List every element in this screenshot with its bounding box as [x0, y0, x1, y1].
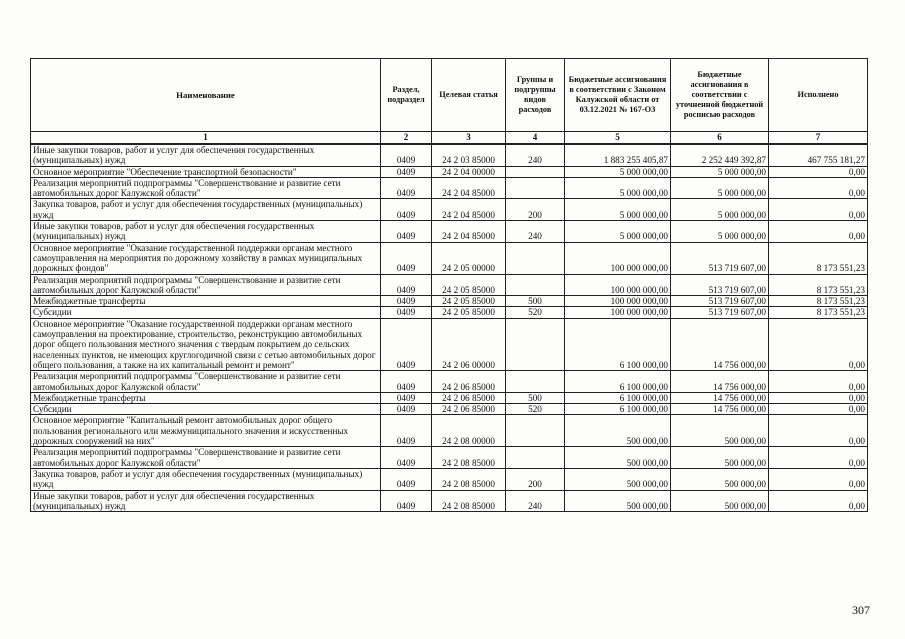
row-section-cell: 0409: [381, 404, 432, 415]
row-executed-amount-cell: 0,00: [769, 177, 868, 199]
row-schedule-amount-cell: 5 000 000,00: [671, 177, 769, 199]
row-executed-amount-cell: 467 755 181,27: [769, 144, 868, 166]
row-group-cell: [506, 166, 565, 177]
row-schedule-amount-cell: 5 000 000,00: [671, 166, 769, 177]
column-number: 3: [432, 132, 506, 145]
row-target-cell: 24 2 08 00000: [432, 415, 506, 447]
header-target-article: Целевая статья: [432, 59, 506, 132]
row-executed-amount-cell: 0,00: [769, 468, 868, 490]
row-group-cell: [506, 318, 565, 370]
table-row: [31, 490, 868, 512]
row-section-cell: 0409: [381, 166, 432, 177]
row-law-amount-cell: 6 100 000,00: [565, 318, 671, 370]
column-number: 4: [506, 132, 565, 145]
header-law-allocations: Бюджетные ассигнования в соответствии с Законом Калужской области от 03.12.2021 № 167-ОЗ: [565, 59, 671, 132]
row-schedule-amount-cell: 513 719 607,00: [671, 274, 769, 296]
row-name-cell: Субсидии: [31, 307, 381, 318]
row-law-amount-cell: 6 100 000,00: [565, 404, 671, 415]
row-law-amount-cell: 6 100 000,00: [565, 371, 671, 393]
row-section-cell: 0409: [381, 392, 432, 403]
row-target-cell: 24 2 04 85000: [432, 177, 506, 199]
row-group-cell: 500: [506, 296, 565, 307]
row-schedule-amount-cell: 2 252 449 392,87: [671, 144, 769, 166]
row-section-cell: 0409: [381, 274, 432, 296]
row-schedule-amount-cell: 513 719 607,00: [671, 307, 769, 318]
table-row: [31, 318, 868, 370]
row-name-cell: Реализация мероприятий подпрограммы "Совершенствование и развитие сети автомобильных дорог Калужской области": [31, 177, 381, 199]
column-number: 2: [381, 132, 432, 145]
row-schedule-amount-cell: 500 000,00: [671, 447, 769, 469]
row-name-cell: Основное мероприятие "Обеспечение транспортной безопасности": [31, 166, 381, 177]
row-schedule-amount-cell: 500 000,00: [671, 415, 769, 447]
budget-table: [30, 58, 868, 512]
column-number: 6: [671, 132, 769, 145]
row-schedule-amount-cell: 5 000 000,00: [671, 199, 769, 221]
row-target-cell: 24 2 06 00000: [432, 318, 506, 370]
row-name-cell: Основное мероприятие "Оказание государственной поддержки органам местного самоуправления на мероприятия по дорожному хозяйству в рамках муниципальных дорожных фондов": [31, 242, 381, 274]
row-group-cell: 200: [506, 199, 565, 221]
row-group-cell: 520: [506, 307, 565, 318]
row-law-amount-cell: 500 000,00: [565, 447, 671, 469]
row-section-cell: 0409: [381, 144, 432, 166]
row-section-cell: 0409: [381, 371, 432, 393]
row-executed-amount-cell: 8 173 551,23: [769, 296, 868, 307]
row-target-cell: 24 2 06 85000: [432, 392, 506, 403]
row-law-amount-cell: 500 000,00: [565, 468, 671, 490]
column-number-row: [31, 132, 868, 145]
column-number: 1: [31, 132, 381, 145]
table-row: [31, 199, 868, 221]
row-name-cell: Иные закупки товаров, работ и услуг для обеспечения государственных (муниципальных) нужд: [31, 221, 381, 243]
row-group-cell: [506, 447, 565, 469]
table-row: [31, 404, 868, 415]
header-row: [31, 59, 868, 132]
row-target-cell: 24 2 08 85000: [432, 468, 506, 490]
row-target-cell: 24 2 05 85000: [432, 307, 506, 318]
row-group-cell: [506, 415, 565, 447]
row-name-cell: Субсидии: [31, 404, 381, 415]
row-section-cell: 0409: [381, 221, 432, 243]
row-target-cell: 24 2 06 85000: [432, 404, 506, 415]
row-target-cell: 24 2 08 85000: [432, 447, 506, 469]
row-group-cell: 520: [506, 404, 565, 415]
row-schedule-amount-cell: 513 719 607,00: [671, 296, 769, 307]
row-law-amount-cell: 100 000 000,00: [565, 242, 671, 274]
page-number: 307: [852, 603, 870, 617]
column-number: 5: [565, 132, 671, 145]
header-name: Наименование: [31, 59, 381, 132]
row-target-cell: 24 2 08 85000: [432, 490, 506, 512]
row-executed-amount-cell: 0,00: [769, 166, 868, 177]
table-row: [31, 392, 868, 403]
row-section-cell: 0409: [381, 468, 432, 490]
row-name-cell: Межбюджетные трансферты: [31, 296, 381, 307]
row-executed-amount-cell: 0,00: [769, 199, 868, 221]
row-target-cell: 24 2 04 00000: [432, 166, 506, 177]
row-law-amount-cell: 5 000 000,00: [565, 221, 671, 243]
row-target-cell: 24 2 05 85000: [432, 296, 506, 307]
row-executed-amount-cell: 8 173 551,23: [769, 274, 868, 296]
row-law-amount-cell: 5 000 000,00: [565, 166, 671, 177]
table-row: [31, 144, 868, 166]
row-schedule-amount-cell: 500 000,00: [671, 490, 769, 512]
row-law-amount-cell: 5 000 000,00: [565, 199, 671, 221]
row-target-cell: 24 2 05 00000: [432, 242, 506, 274]
row-section-cell: 0409: [381, 199, 432, 221]
header-expense-groups: Группы и подгруппы видов расходов: [506, 59, 565, 132]
row-group-cell: 240: [506, 490, 565, 512]
row-name-cell: Основное мероприятие "Капитальный ремонт автомобильных дорог общего пользования регионального или межмуниципального значения и искусственных дорожных сооружений на них": [31, 415, 381, 447]
row-group-cell: 200: [506, 468, 565, 490]
row-executed-amount-cell: 0,00: [769, 490, 868, 512]
header-section: Раздел, подраздел: [381, 59, 432, 132]
row-executed-amount-cell: 0,00: [769, 371, 868, 393]
row-law-amount-cell: 1 883 255 405,87: [565, 144, 671, 166]
row-group-cell: 500: [506, 392, 565, 403]
row-name-cell: Реализация мероприятий подпрограммы "Совершенствование и развитие сети автомобильных дорог Калужской области": [31, 274, 381, 296]
table-row: [31, 274, 868, 296]
table-row: [31, 177, 868, 199]
row-schedule-amount-cell: 14 756 000,00: [671, 371, 769, 393]
row-name-cell: Иные закупки товаров, работ и услуг для обеспечения государственных (муниципальных) нужд: [31, 490, 381, 512]
row-law-amount-cell: 100 000 000,00: [565, 296, 671, 307]
table-body: [31, 144, 868, 512]
table-row: [31, 296, 868, 307]
row-executed-amount-cell: 0,00: [769, 415, 868, 447]
row-section-cell: 0409: [381, 447, 432, 469]
row-group-cell: [506, 242, 565, 274]
row-schedule-amount-cell: 14 756 000,00: [671, 318, 769, 370]
row-executed-amount-cell: 0,00: [769, 318, 868, 370]
row-schedule-amount-cell: 500 000,00: [671, 468, 769, 490]
row-executed-amount-cell: 8 173 551,23: [769, 307, 868, 318]
row-section-cell: 0409: [381, 318, 432, 370]
row-schedule-amount-cell: 14 756 000,00: [671, 404, 769, 415]
row-executed-amount-cell: 0,00: [769, 404, 868, 415]
row-target-cell: 24 2 04 85000: [432, 199, 506, 221]
row-group-cell: 240: [506, 221, 565, 243]
row-group-cell: [506, 371, 565, 393]
row-group-cell: 240: [506, 144, 565, 166]
row-law-amount-cell: 500 000,00: [565, 415, 671, 447]
row-executed-amount-cell: 8 173 551,23: [769, 242, 868, 274]
row-name-cell: Основное мероприятие "Оказание государственной поддержки органам местного самоуправления на проектирование, строительство, реконструкцию автомобильных дорог общего пользования местного значения с твердым покрытием до сельских населенных пунктов, не имеющих круглогодичной связи с сетью автомобильных дорог общего пользования, а также на их капитальный ремонт и ремонт": [31, 318, 381, 370]
row-name-cell: Межбюджетные трансферты: [31, 392, 381, 403]
row-name-cell: Иные закупки товаров, работ и услуг для обеспечения государственных (муниципальных) нужд: [31, 144, 381, 166]
row-target-cell: 24 2 04 85000: [432, 221, 506, 243]
table-row: [31, 166, 868, 177]
table-row: [31, 307, 868, 318]
row-law-amount-cell: 100 000 000,00: [565, 307, 671, 318]
table-row: [31, 447, 868, 469]
row-name-cell: Закупка товаров, работ и услуг для обеспечения государственных (муниципальных) нужд: [31, 199, 381, 221]
row-section-cell: 0409: [381, 177, 432, 199]
row-target-cell: 24 2 06 85000: [432, 371, 506, 393]
row-section-cell: 0409: [381, 490, 432, 512]
row-group-cell: [506, 274, 565, 296]
row-law-amount-cell: 5 000 000,00: [565, 177, 671, 199]
table-row: [31, 221, 868, 243]
row-section-cell: 0409: [381, 296, 432, 307]
row-name-cell: Закупка товаров, работ и услуг для обеспечения государственных (муниципальных) нужд: [31, 468, 381, 490]
row-executed-amount-cell: 0,00: [769, 447, 868, 469]
table-row: [31, 242, 868, 274]
header-schedule-allocations: Бюджетные ассигнования в соответствии с уточненной бюджетной росписью расходов: [671, 59, 769, 132]
row-law-amount-cell: 100 000 000,00: [565, 274, 671, 296]
header-executed: Исполнено: [769, 59, 868, 132]
row-section-cell: 0409: [381, 415, 432, 447]
row-law-amount-cell: 500 000,00: [565, 490, 671, 512]
row-schedule-amount-cell: 14 756 000,00: [671, 392, 769, 403]
row-name-cell: Реализация мероприятий подпрограммы "Совершенствование и развитие сети автомобильных дорог Калужской области": [31, 371, 381, 393]
table-row: [31, 468, 868, 490]
row-schedule-amount-cell: 513 719 607,00: [671, 242, 769, 274]
row-group-cell: [506, 177, 565, 199]
table-row: [31, 415, 868, 447]
row-section-cell: 0409: [381, 242, 432, 274]
table-row: [31, 371, 868, 393]
row-executed-amount-cell: 0,00: [769, 221, 868, 243]
row-executed-amount-cell: 0,00: [769, 392, 868, 403]
row-target-cell: 24 2 03 85000: [432, 144, 506, 166]
row-section-cell: 0409: [381, 307, 432, 318]
row-law-amount-cell: 6 100 000,00: [565, 392, 671, 403]
column-number: 7: [769, 132, 868, 145]
row-target-cell: 24 2 05 85000: [432, 274, 506, 296]
row-name-cell: Реализация мероприятий подпрограммы "Совершенствование и развитие сети автомобильных дорог Калужской области": [31, 447, 381, 469]
row-schedule-amount-cell: 5 000 000,00: [671, 221, 769, 243]
